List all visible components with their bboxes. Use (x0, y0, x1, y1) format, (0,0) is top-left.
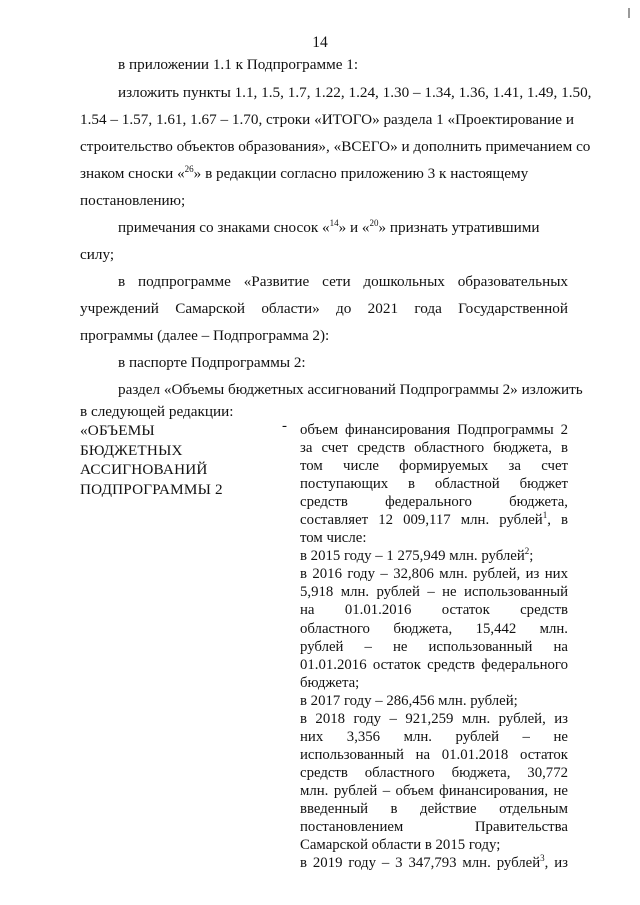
table-right-line: объем финансирования Подпрограммы 2 (300, 422, 568, 438)
footnote-mark: 14 (329, 217, 339, 228)
paragraph-line: в приложении 1.1 к Подпрограмме 1: (118, 56, 359, 73)
paragraph-line: 1.54 – 1.57, 1.61, 1.67 – 1.70, строки «ИТОГО» раздела 1 «Проектирование и (80, 111, 574, 128)
table-right-line: введенный в действие отдельным (300, 800, 568, 817)
scan-edge-mark (628, 8, 630, 18)
paragraph-line (80, 164, 568, 184)
paragraph-line: программы (далее – Подпрограмма 2): (80, 327, 330, 344)
table-dash: - (282, 418, 287, 434)
footnote-mark: 26 (184, 163, 194, 174)
table-right-line: в 2018 году – 921,259 млн. рублей, из (300, 710, 568, 727)
table-left-cell (80, 421, 250, 499)
table-right-line: 5,918 млн. рублей – не использованный (300, 584, 568, 601)
table-right-line: в 2015 году – 1 275,949 млн. рублей$^2$; (300, 546, 534, 565)
paragraph-line: в подпрограмме «Развитие сети дошкольных образовательных (118, 273, 568, 290)
table-right-line: них 3,356 млн. рублей – не (300, 728, 568, 745)
table-left-line: БЮДЖЕТНЫХ (80, 441, 183, 459)
table-right-line: в 2016 году – 32,806 млн. рублей, из них (300, 566, 568, 583)
paragraph-line: примечания со знаками сносок «$^{14}$» и «$^{20}$» признать утратившими (118, 217, 540, 236)
table-right-line: составляет 12 009,117 млн. рублей$^1$, в (300, 510, 568, 529)
table-right-line: областного бюджета, 15,442 млн. (300, 620, 568, 637)
paragraph-line: в паспорте Подпрограммы 2: (118, 354, 306, 371)
table-left-line: АССИГНОВАНИЙ (80, 461, 208, 478)
table-right-cell (300, 421, 568, 872)
table-right-line: постановлением Правительства (300, 819, 568, 836)
table-left-line: ПОДПРОГРАММЫ 2 (80, 480, 223, 498)
footnote-mark: 2 (524, 546, 530, 557)
paragraph-line: учреждений Самарской области» до 2021 года Государственной (80, 300, 568, 317)
table-right-line: том числе формируемых за счет (300, 458, 568, 475)
table-right-line: использованный на 01.01.2018 остаток (300, 746, 568, 763)
table-right-line: в 2019 году – 3 347,793 млн. рублей$^3$, из (300, 853, 568, 872)
table-right-line: бюджета; (300, 674, 360, 691)
paragraph-line: силу; (80, 246, 115, 263)
table-right-line: поступающих в областной бюджет (300, 476, 568, 493)
paragraph-line: в следующей редакции: (80, 403, 234, 420)
paragraph-line: строительство объектов образования», «ВСЕГО» и дополнить примечанием со (80, 138, 591, 155)
table-right-line: в 2017 году – 286,456 млн. рублей; (300, 692, 518, 709)
table-right-line: средств областного бюджета, 30,772 (300, 764, 568, 781)
table-right-line: том числе: (300, 530, 367, 547)
paragraph-line: раздел «Объемы бюджетных ассигнований Подпрограммы 2» изложить (118, 381, 583, 398)
table-right-line: млн. рублей – объем финансирования, не (300, 782, 568, 799)
paragraph-fragment: знаком сноски «$^{26}$» в редакции согласно приложению 3 к настоящему (80, 163, 529, 182)
table-right-line: за счет средств областного бюджета, в (300, 440, 568, 457)
footnote-mark: 20 (369, 217, 379, 228)
footnote-mark: 1 (542, 510, 548, 521)
table-right-line: средств федерального бюджета, (300, 494, 568, 511)
page-number: 14 (312, 34, 328, 51)
footnote-mark: 3 (540, 853, 545, 864)
table-right-line: 01.01.2016 остаток средств федерального (300, 656, 568, 673)
paragraph-line: изложить пункты 1.1, 1.5, 1.7, 1.22, 1.24, 1.30 – 1.34, 1.36, 1.41, 1.49, 1.50, (118, 84, 592, 101)
paragraph-line: постановлению; (80, 192, 186, 209)
table-right-line: Самарской области в 2015 году; (300, 837, 501, 854)
table-left-line: «ОБЪЕМЫ (80, 422, 155, 439)
table-right-line: на 01.01.2016 остаток средств (300, 602, 568, 619)
table-right-line: рублей – не использованный на (300, 638, 568, 655)
